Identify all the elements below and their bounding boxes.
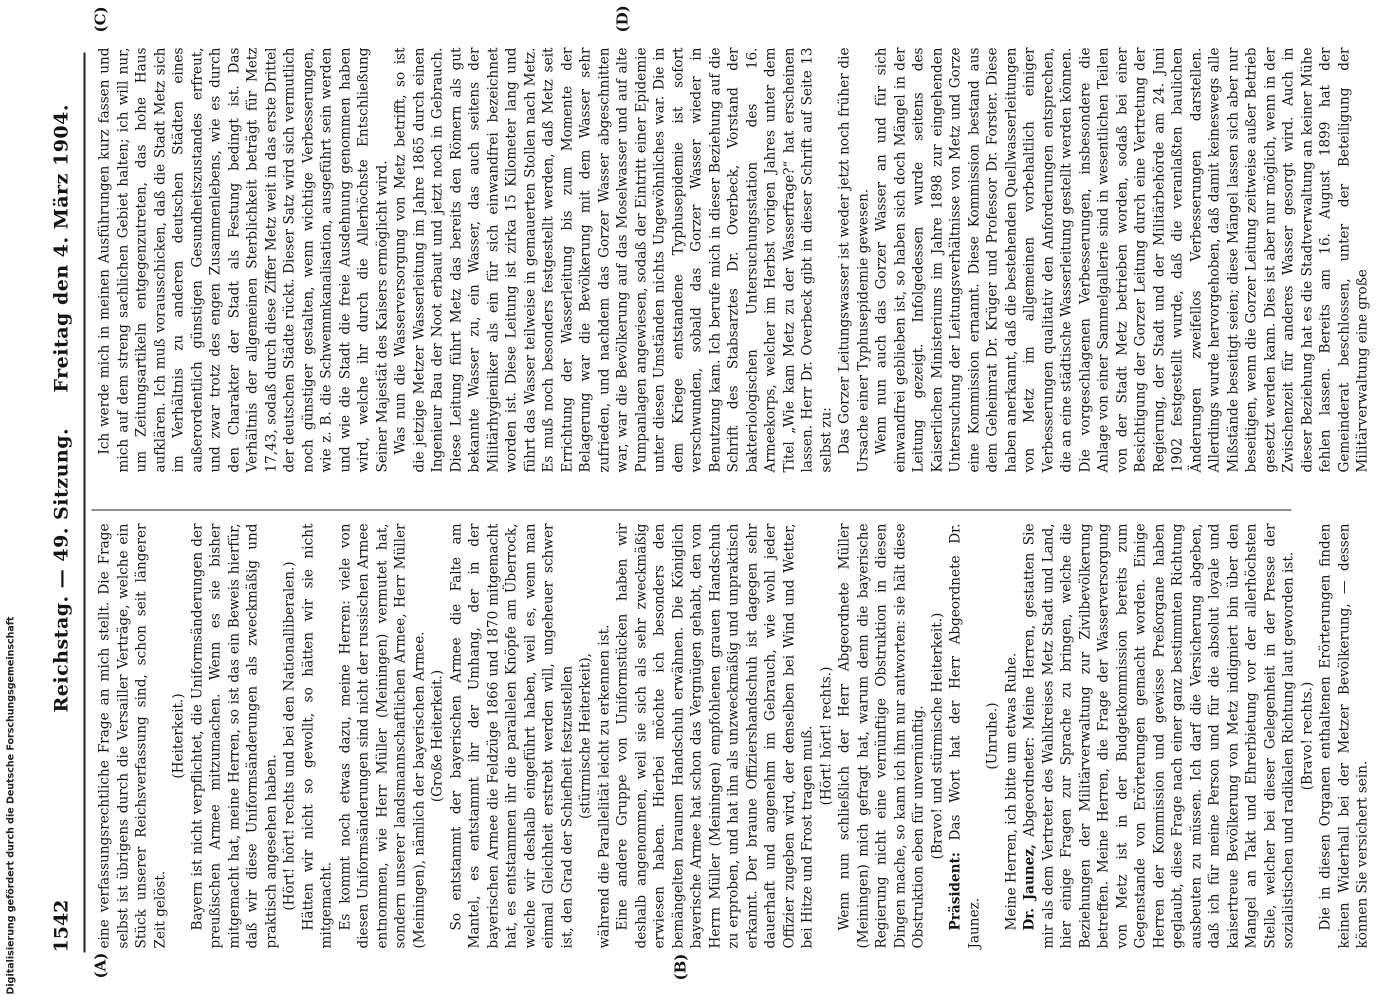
speaker-paragraph (1021, 524, 1299, 949)
paragraph: Wenn nun schließlich der Herr Abgeordnete Müller (Meiningen) mich gefragt hat, warum denn die bayerische Regierung nicht eine vernünftige Obstruktion in diesen Dingen mache, so kann ich ihm nur antworten: sie hält diese Obstruktion eben für unvernünftig. (836, 523, 927, 949)
document-page (0, 1, 1383, 1001)
speech-text: Das Wort hat der Herr Abgeordnete Dr. Jaunez. (947, 523, 982, 949)
dfg-caption-text: Digitalisierung gefördert durch die Deutsche Forschungsgemeinschaft (5, 616, 17, 995)
header-date: Freitag den 4. März 1904. (50, 104, 73, 393)
interjection: (Heiterkeit.) (170, 693, 187, 779)
running-header (45, 0, 83, 953)
page-number: 1542 (50, 899, 73, 953)
paragraph: während die Parallelität leicht zu erkennen ist. (596, 624, 612, 949)
digitization-credit (6, 0, 17, 995)
margin-marker-b: (B) (671, 953, 690, 981)
paragraph: Das Gorzer Leitungswasser ist weder jetzt noch früher die Ursache einer Typhusepidemie gewesen. (836, 47, 871, 473)
paragraph: Eine andere Gruppe von Uniformstücken haben wir deshalb angenommen, weil sie sich als sehr zweckmäßig erwiesen haben. Hierbei möchte ich besonders den bemängelten braunen Handschuh erwähnen. Die Königlich bayerische Armee hat schon das Vergnügen gehabt, den von Herrn Müller (Meiningen) empfohlenen grauen Handschuh zu erproben, und hat ihn als unzweckmäßig und unpraktisch erkannt. Der braune Offiziershandschuh ist dagegen sehr dauerhaft und angenehm im Gebrauch, wie wohl jeder Offizier zugeben wird, der denselben bei Wind und Wetter, bei Hitze und Frost tragen muß. (614, 523, 816, 949)
speaker-name: Präsident: (947, 852, 964, 931)
paragraph: Was nun die Wasserversorgung von Metz betrifft, so ist die jetzige Metzer Wasserleitung im Jahre 1865 durch einen Ingenieur Bau der Noot erbaut und jetzt noch in Gebrauch. Diese Leitung führt Metz das bereits den Römern als gut bekannte Wasser zu, ein Wasser, das auch seitens der Militärhygieniker als ein für sich einwandfrei bezeichnet worden ist. Diese Leitung ist zirka 15 Kilometer lang und führt das Wasser teilweise in gemauerten Stollen nach Metz. Es muß noch besonders festgestellt werden, daß Metz seit Errichtung der Wasserleitung bis zum Momente der Belagerung war die Bevölkerung mit dem Wasser sehr zufrieden, und nachdem das Gorzer Wasser abgeschnitten war, war die Bevölkerung auf das Moselwasser und auf alte Pumpanlagen angewiesen, sodaß der Eintritt einer Epidemie unter diesen Umständen nichts Ungewöhnliches war. Die in dem Kriege entstandene Typhusepidemie ist sofort verschwunden, sobald das Gorzer Wasser wieder in Benutzung kam. Ich berufe mich in dieser Beziehung auf die Schrift des Stabsarztes Dr. Overbeck, Vorstand der bakteriologischen Untersuchungsstation des 16. Armeekorps, welcher im Herbst vorigen Jahres unter dem Titel „Wie kam Metz zu der Wasserfrage?“ hat erscheinen lassen. Herr Dr. Overbeck gibt in dieser Schrift auf Seite 13 selbst zu: (392, 47, 834, 473)
paragraph: Die in diesen Organen enthaltenen Erörterungen finden keinen Widerhall bei der Metzer Bevölkerung, — dessen können Sie versichert sein. (1317, 523, 1371, 949)
interjection: (Unruhe.) (984, 702, 1001, 770)
right-column (96, 48, 1373, 473)
margin-marker-d: (D) (613, 5, 632, 33)
paragraph: So entstammt der bayerischen Armee die Falte am Mantel, es entstammt ihr der Umhang, der in der bayerischen Armee die Feldzüge 1866 und 1870 mitgemacht hat, es entstammen ihr die parallelen Knöpfe am Überrock, welche wir deshalb eingeführt haben, weil es, wenn man einmal Gleichheit erstrebt werden will, ungeheuer schwer ist, den Grad der Schiefheit festzustellen (448, 523, 575, 949)
header-rule (84, 53, 86, 953)
margin-marker-a: (A) (91, 952, 110, 979)
interjection: (stürmische Heiterkeit), (577, 653, 594, 819)
paragraph: eine verfassungsrechtliche Frage an mich stellt. Die Frage selbst ist übrigens durch die Versailler Verträge, welche ein Stück unserer Reichsverfassung sind, schon seit längerer Zeit gelöst. (96, 523, 168, 949)
paragraph: Meine Herren, ich bitte um etwas Ruhe. (1003, 652, 1019, 931)
speech-text: Abgeordneter: Meine Herren, gestatten Sie mir als dem Vertreter des Wahlkreises Metz Stadt und Land, hier einige Fragen zur Sprache zu bringen, welche die Beziehungen der Militärverwaltung zur Zivilbevölkerung betreffen. Meine Herren, die Frage der Wasserversorgung von Metz ist in der Budgetkommission bereits zum Gegenstande von Erörterungen gemacht worden. Einige Herren der Kommission und gewisse Preßorgane haben geglaubt, diese Frage nach einer ganz bestimmten Richtung ausbeuten zu müssen. Ich darf die Versicherung abgeben, daß ich für meine Person und für die absolut loyale und kaisertreue Bevölkerung von Metz indigniert bin über den Mangel an Takt und Ehrerbietung vor der allerhöchsten Stelle, welcher bei dieser Gelegenheit in der Presse der sozialistischen und radikalen Richtung laut geworden ist. (1021, 523, 1297, 949)
paragraph: Ich werde mich in meinen Ausführungen kurz fassen und mich auf dem streng sachlichen Gebiet halten; ich will nur, um Zeitungsartikeln entgegenzutreten, das hohe Haus aufklären. Ich muß vorausschicken, daß die Stadt Metz sich im Verhältnis zu anderen deutschen Städten eines außerordentlich günstigen Gesundheitszustandes erfreut, und zwar trotz des engen Zusammenlebens, wie es durch den Charakter der Stadt als Festung bedingt ist. Das Verhältnis der allgemeinen Sterblichkeit beträgt für Metz 17,43, sodaß durch diese Ziffer Metz weit in das erste Drittel der deutschen Städte rückt. Dieser Satz wird sich vermutlich noch günstiger gestalten, wenn wichtige Verbesserungen, wie z. B. die Schwemmkanalisation, ausgeführt sein werden und wie die Stadt die freie Ausdehnung genommen haben wird, welche ihr durch die Allerhöchste Entschließung Seiner Majestät des Kaisers ermöglicht wird. (96, 47, 390, 473)
speaker-name: Dr. Jaunez, (1021, 844, 1038, 931)
interjection: (Bravo! rechts.) (1299, 681, 1315, 791)
margin-marker-c: (C) (91, 6, 110, 33)
paragraph: Es kommt noch etwas dazu, meine Herren: viele von diesen Uniformsänderungen sind nicht der russischen Armee entnommen, wie Herr Müller (Meiningen) vermutet hat, sondern unserer landsmannschaftlichen Armee, Herr Müller (Meiningen), nämlich der bayerischen Armee. (337, 523, 427, 949)
speaker-paragraph (947, 524, 984, 949)
left-column (96, 524, 1373, 949)
paragraph: Wenn nun auch das Gorzer Wasser an und für sich einwandfrei geblieben ist, so haben sich doch Mängel in der Leitung gezeigt. Infolgedessen wurde seitens des Kaiserlichen Ministeriums im Jahre 1898 zur eingehenden Untersuchung der Leitungsverhältnisse von Metz und Gorze eine Kommission ernannt. Diese Kommission bestand aus dem Geheimrat Dr. Krüger und Professor Dr. Forster. Diese haben anerkannt, daß die bestehenden Quellwasserleitungen von Metz im allgemeinen vorbehaltlich einiger Verbesserungen qualitativ den Anforderungen entsprechen, die an eine städtische Wasserleitung gestellt werden können. Die vorgeschlagenen Verbesserungen, insbesondere die Anlage von einer Sammelgallerie sind in wesentlichen Teilen von der Stadt Metz betrieben worden, sodaß bei einer Besichtigung der Gorzer Leitung durch eine Vertretung der Regierung, der Stadt und der Militärbehörde am 24. Juni 1902 festgestellt wurde, daß die veranlaßten baulichen Änderungen zweifellos Verbesserungen darstellen. Allerdings wurde hervorgehoben, daß damit keineswegs alle Mißstände beseitigt seien; diese Mängel lassen sich aber nur beseitigen, wenn die Gorzer Leitung zeitweise außer Betrieb gesetzt werden kann. Dies ist aber nur möglich, wenn in der Zwischenzeit für anderes Wasser gesorgt wird. Auch in dieser Beziehung hat es die Stadtverwaltung an keiner Mühe fehlen lassen. Bereits am 16. August 1899 hat der Gemeinderat beschlossen, unter der Beteiligung der Militärverwaltung eine große (873, 47, 1371, 473)
interjection: (Bravo! und stürmische Heiterkeit.) (929, 612, 945, 860)
header-title: Reichstag. — 49. Sitzung. (50, 427, 73, 713)
paragraph: Hätten wir nicht so gewollt, so hätten wir sie nicht mitgemacht. (300, 523, 335, 949)
column-divider (92, 510, 1292, 511)
interjection: (Hört! hört! rechts und bei den Nationalliberalen.) (281, 561, 298, 911)
interjection: (Hört! hört! rechts.) (818, 666, 834, 806)
interjection: (Große Heiterkeit.) (429, 669, 446, 803)
paragraph: Bayern ist nicht verpflichtet, die Uniformsänderungen der preußischen Armee mitzumachen. Wenn es sie bisher mitgemacht hat, meine Herren, so ist das ein Beweis hierfür, daß wir diese Uniformsänderungen als zweckmäßig und praktisch angesehen haben. (189, 523, 279, 949)
